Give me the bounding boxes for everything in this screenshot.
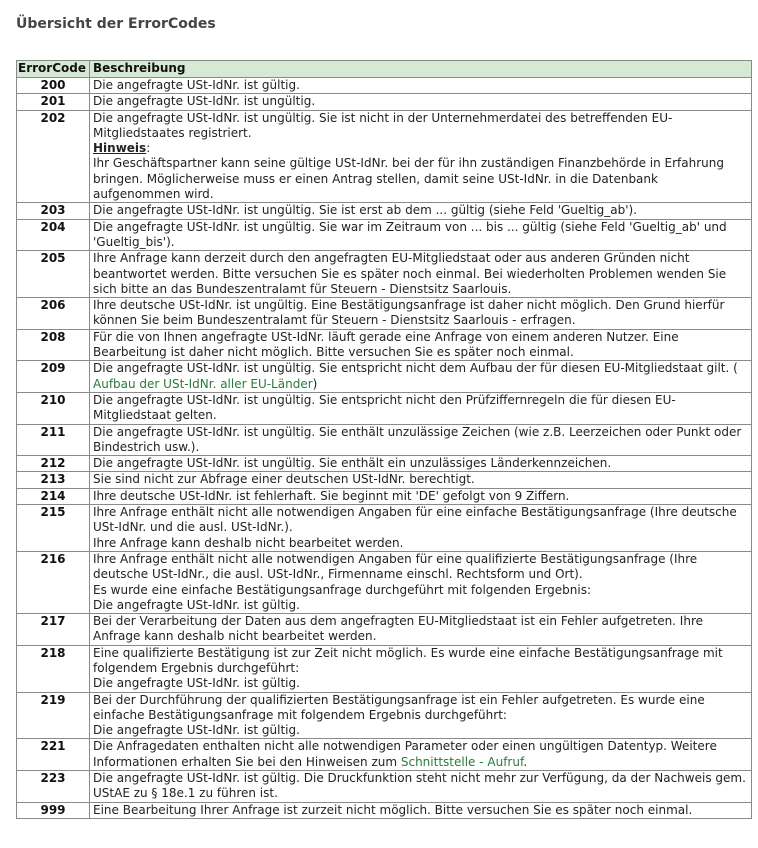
error-description-suffix: ) [312, 376, 318, 391]
table-row [17, 329, 752, 361]
error-code: 212 [17, 456, 90, 472]
page-title: Übersicht der ErrorCodes [16, 16, 216, 32]
error-description-text: Die angefragte USt-IdNr. ist ungültig. Sie ist nicht in der Unternehmerdatei des betreffenden EU-Mitgliedstaates registriert. [93, 110, 673, 140]
error-description-text: Bei der Durchführung der qualifizierten Bestätigungsanfrage ist ein Fehler aufgetreten. Es wurde eine einfache Bestätigungsanfrage mit folgendem Ergebnis durchgeführt: [93, 692, 705, 722]
error-codes-table [16, 60, 752, 819]
error-description-line: Ihre Anfrage kann deshalb nicht bearbeitet werden. [93, 535, 404, 550]
error-description: Bei der Verarbeitung der Daten aus dem angefragten EU-Mitgliedstaat ist ein Fehler aufgetreten. Ihre Anfrage kann deshalb nicht bearbeitet werden. [90, 614, 752, 646]
table-row [17, 456, 752, 472]
table-row [17, 392, 752, 424]
error-description-text: Eine qualifizierte Bestätigung ist zur Zeit nicht möglich. Es wurde eine einfache Bestätigungsanfrage mit folgendem Ergebnis durchgeführt: [93, 645, 723, 675]
error-description: Die angefragte USt-IdNr. ist ungültig. Sie enthält ein unzulässiges Länderkennzeichen. [90, 456, 752, 472]
error-code: 211 [17, 424, 90, 456]
table-row [17, 94, 752, 110]
error-code: 204 [17, 219, 90, 251]
column-header-errorcode: ErrorCode [17, 61, 90, 78]
error-description: Ihre deutsche USt-IdNr. ist fehlerhaft. Sie beginnt mit 'DE' gefolgt von 9 Ziffern. [90, 488, 752, 504]
error-code: 201 [17, 94, 90, 110]
error-code: 209 [17, 361, 90, 393]
table-row [17, 110, 752, 203]
error-code: 218 [17, 645, 90, 692]
table-row [17, 424, 752, 456]
schnittstelle-aufruf-link[interactable]: Schnittstelle - Aufruf [400, 754, 524, 769]
error-code: 213 [17, 472, 90, 488]
error-code: 215 [17, 505, 90, 552]
error-code: 223 [17, 771, 90, 803]
hint-label: Hinweis [93, 141, 147, 156]
table-row [17, 505, 752, 552]
error-description: Die angefragte USt-IdNr. ist gültig. [90, 78, 752, 94]
hint-colon: : [146, 141, 151, 156]
error-code: 221 [17, 739, 90, 771]
table-row [17, 219, 752, 251]
error-code: 216 [17, 551, 90, 613]
error-code: 205 [17, 251, 90, 298]
error-description: Eine Bearbeitung Ihrer Anfrage ist zurzeit nicht möglich. Bitte versuchen Sie es später noch einmal. [90, 802, 752, 818]
error-description: Die angefragte USt-IdNr. ist ungültig. [90, 94, 752, 110]
error-description [90, 505, 752, 552]
error-code: 219 [17, 692, 90, 739]
error-description-line: Es wurde eine einfache Bestätigungsanfrage durchgeführt mit folgenden Ergebnis: [93, 582, 591, 597]
error-description: Die angefragte USt-IdNr. ist ungültig. Sie ist erst ab dem ... gültig (siehe Feld 'Gueltig_ab'). [90, 203, 752, 219]
column-header-beschreibung: Beschreibung [90, 61, 752, 78]
error-code: 203 [17, 203, 90, 219]
error-description [90, 551, 752, 613]
error-description-result: Die angefragte USt-IdNr. ist gültig. [93, 597, 300, 612]
table-row [17, 203, 752, 219]
error-description-suffix: . [523, 754, 528, 769]
error-description-text: Ihre Anfrage enthält nicht alle notwendigen Angaben für eine einfache Bestätigungsanfrage (Ihre deutsche USt-IdNr. und die ausl. USt-IdNr.). [93, 505, 737, 535]
error-description [90, 692, 752, 739]
error-code: 208 [17, 329, 90, 361]
table-row [17, 551, 752, 613]
error-code: 200 [17, 78, 90, 94]
table-row [17, 614, 752, 646]
error-description: Die angefragte USt-IdNr. ist ungültig. Sie war im Zeitraum von ... bis ... gültig (siehe Feld 'Gueltig_ab' und 'Gueltig_bis'). [90, 219, 752, 251]
table-header-row [17, 61, 752, 78]
table-row [17, 298, 752, 330]
table-row [17, 472, 752, 488]
error-description: Die angefragte USt-IdNr. ist ungültig. Sie entspricht nicht den Prüfziffernregeln die für diesen EU-Mitgliedstaat gelten. [90, 392, 752, 424]
table-row [17, 692, 752, 739]
error-description: Die angefragte USt-IdNr. ist gültig. Die Druckfunktion steht nicht mehr zur Verfügung, da der Nachweis gem. UStAE zu § 18e.1 zu führen ist. [90, 771, 752, 803]
error-code: 206 [17, 298, 90, 330]
error-description [90, 739, 752, 771]
table-row [17, 361, 752, 393]
table-row [17, 251, 752, 298]
error-code: 999 [17, 802, 90, 818]
error-code: 210 [17, 392, 90, 424]
table-row [17, 739, 752, 771]
error-description: Ihre deutsche USt-IdNr. ist ungültig. Eine Bestätigungsanfrage ist daher nicht möglich. Den Grund hierfür können Sie beim Bundeszentralamt für Steuern - Dienstsitz Saarlouis - erfragen. [90, 298, 752, 330]
error-code: 214 [17, 488, 90, 504]
error-description-text: Ihre Anfrage enthält nicht alle notwendigen Angaben für eine qualifizierte Bestätigungsanfrage (Ihre deutsche USt-IdNr., die ausl. USt-IdNr., Firmenname einschl. Rechtsform und Ort). [93, 551, 698, 582]
table-row [17, 488, 752, 504]
table-row [17, 771, 752, 803]
error-description [90, 645, 752, 692]
error-description-text: Die Anfragedaten enthalten nicht alle notwendigen Parameter oder einen ungültigen Datentyp. Weitere Informationen erhalten Sie bei den Hinweisen zum [93, 739, 717, 769]
error-description: Die angefragte USt-IdNr. ist ungültig. Sie enthält unzulässige Zeichen (wie z.B. Leerzeichen oder Punkt oder Bindestrich usw.). [90, 424, 752, 456]
hint-text: Ihr Geschäftspartner kann seine gültige USt-IdNr. bei der für ihn zuständigen Finanzbehörde in Erfahrung bringen. Möglicherweise muss er einen Antrag stellen, damit seine USt-IdNr. in die Datenbank aufgenommen wird. [93, 156, 724, 202]
error-description: Ihre Anfrage kann derzeit durch den angefragten EU-Mitgliedstaat oder aus anderen Gründen nicht beantwortet werden. Bitte versuchen Sie es später noch einmal. Bei wiederholten Problemen wenden Sie sich bitte an das Bundeszentralamt für Steuern - Dienstsitz Saarlouis. [90, 251, 752, 298]
error-description: Sie sind nicht zur Abfrage einer deutschen USt-IdNr. berechtigt. [90, 472, 752, 488]
eu-ustid-format-link[interactable]: Aufbau der USt-IdNr. aller EU-Länder [93, 376, 313, 391]
error-description [90, 361, 752, 393]
error-code: 217 [17, 614, 90, 646]
error-description [90, 110, 752, 203]
error-description-result: Die angefragte USt-IdNr. ist gültig. [93, 723, 300, 738]
table-row [17, 802, 752, 818]
error-description: Für die von Ihnen angefragte USt-IdNr. läuft gerade eine Anfrage von einem anderen Nutzer. Eine Bearbeitung ist daher nicht möglich. Bitte versuchen Sie es später noch einmal. [90, 329, 752, 361]
error-code: 202 [17, 110, 90, 203]
table-row [17, 78, 752, 94]
table-row [17, 645, 752, 692]
error-description-text: Die angefragte USt-IdNr. ist ungültig. Sie entspricht nicht dem Aufbau der für diesen EU-Mitgliedstaat gilt. ( [93, 361, 738, 376]
error-description-result: Die angefragte USt-IdNr. ist gültig. [93, 676, 300, 691]
